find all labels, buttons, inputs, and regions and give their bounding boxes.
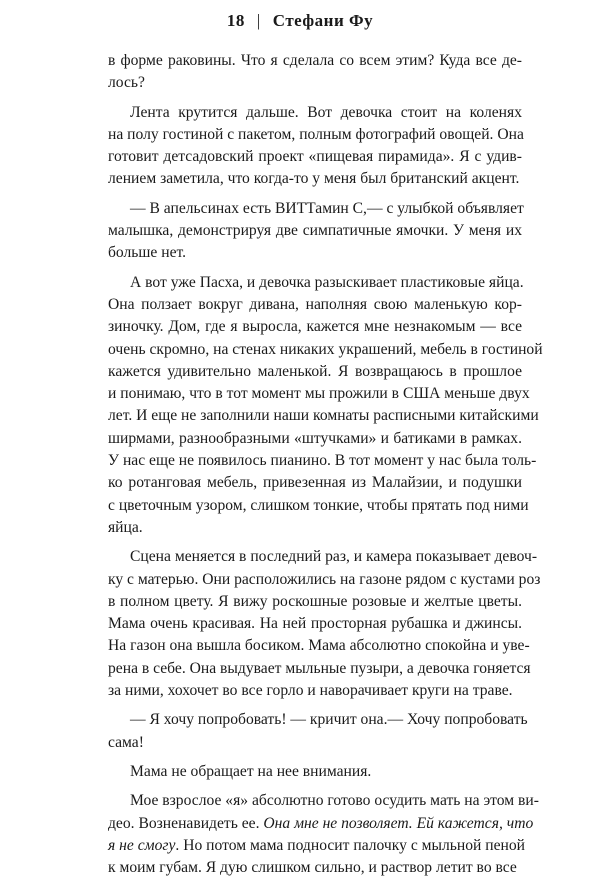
text-line: лением заметила, что когда-то у меня был британский акцент.	[108, 170, 520, 188]
text-line: Она ползает вокруг дивана, наполняя свою маленькую кор-	[108, 295, 522, 313]
text-line: А вот уже Пасха, и девочка разыскивает пластиковые яйца.	[130, 273, 524, 291]
text-line: на полу гостиной с пакетом, полным фотографий овощей. Она	[108, 125, 524, 143]
text-line: ширмами, разнообразными «штучками» и батиками в рамках.	[108, 429, 522, 447]
text-line: — В апельсинах есть ВИТТамин С,— с улыбкой объявляет	[130, 199, 524, 217]
page-number: 18	[226, 11, 245, 30]
text-line: ку с матерью. Они расположились на газоне рядом с кустами роз	[108, 570, 541, 588]
text-line: зиночку. Дом, где я выросла, кажется мне незнакомым — все	[108, 318, 522, 336]
paragraph	[108, 709, 528, 754]
text-line: кажется удивительно маленькой. Я возвращаюсь в прошлое	[108, 362, 522, 380]
paragraph	[108, 546, 541, 702]
text-line: яйца.	[108, 518, 143, 536]
text-line: с цветочным узором, слишком тонкие, чтобы прятать под ними	[108, 496, 529, 514]
text-line: к моим губам. Я дую слишком сильно, и раствор летит во все	[108, 859, 517, 877]
paragraph	[108, 50, 522, 95]
emphasis: я не смогу	[108, 836, 176, 854]
emphasis: Она мне не позволяет. Ей кажется, что	[263, 814, 534, 832]
text-line: в форме раковины. Что я сделала со всем этим? Куда все де-	[108, 52, 522, 69]
text-line: готовит детсадовский проект «пищевая пирамида». Я с удив-	[108, 148, 522, 166]
header-separator: |	[256, 11, 261, 30]
text-line: больше нет.	[108, 244, 187, 262]
paragraph	[108, 198, 522, 265]
paragraph	[108, 790, 539, 879]
text-line: и понимаю, что в тот момент мы прожили в США меньше двух	[108, 385, 530, 403]
paragraph	[108, 272, 543, 540]
body-text	[108, 50, 543, 886]
text-line: — Я хочу попробовать! — кричит она.— Хочу попробовать	[130, 711, 528, 729]
text-line: я не смогу. Но потом мама подносит палочку с мыльной пеной	[108, 836, 526, 854]
text-line: малышка, демонстрируя две симпатичные ямочки. У меня их	[108, 222, 522, 240]
text-line: лось?	[108, 74, 145, 92]
running-head	[0, 11, 600, 31]
text-line: за ними, хохочет во все горло и наворачивает круги на траве.	[108, 682, 513, 700]
paragraph	[108, 102, 522, 191]
text-line: Мама очень красивая. На ней просторная рубашка и джинсы.	[108, 615, 522, 633]
text-line: очень скромно, на стенах никаких украшений, мебель в гостиной	[108, 340, 543, 358]
text-line: рена в себе. Она выдувает мыльные пузыри, а девочка гоняется	[108, 659, 531, 677]
author-name: Стефани Фу	[272, 11, 374, 30]
text-line: сама!	[108, 733, 144, 751]
text-line: У нас еще не появилось пианино. В тот момент у нас была толь-	[108, 452, 537, 470]
text-line: лет. И еще не заполнили наши комнаты расписными китайскими	[108, 407, 539, 425]
text-line: Лента крутится дальше. Вот девочка стоит на коленях	[130, 103, 522, 121]
paragraph	[108, 761, 522, 783]
text-line: Мое взрослое «я» абсолютно готово осудить мать на этом ви-	[130, 792, 539, 810]
text-line: ко ротанговая мебель, привезенная из Малайзии, и подушки	[108, 474, 522, 492]
text-line: На газон она вышла босиком. Мама абсолютно спокойна и уве-	[108, 637, 530, 655]
text-line: део. Возненавидеть ее. Она мне не позволяет. Ей кажется, что	[108, 814, 534, 832]
text-line: в полном цвету. Я вижу роскошные розовые и желтые цветы.	[108, 592, 522, 610]
text-line: Мама не обращает на нее внимания.	[130, 762, 372, 780]
text-line: Сцена меняется в последний раз, и камера показывает девоч-	[130, 548, 538, 566]
